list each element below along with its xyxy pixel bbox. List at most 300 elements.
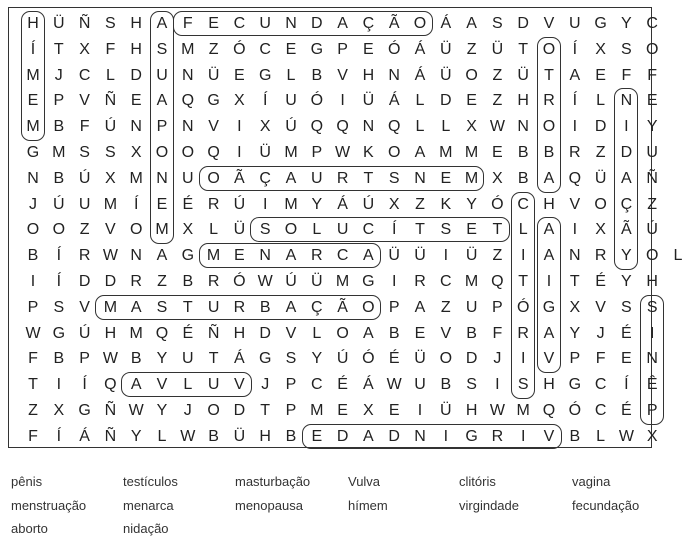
grid-letter[interactable]: M (26, 66, 40, 84)
grid-letter[interactable]: R (130, 273, 142, 290)
grid-letter[interactable]: I (624, 118, 629, 136)
grid-letter[interactable]: G (258, 350, 272, 368)
grid-letter[interactable]: Y (311, 350, 323, 368)
grid-letter[interactable]: A (130, 298, 142, 316)
grid-letter[interactable]: S (53, 298, 65, 316)
grid-letter[interactable]: O (439, 350, 453, 368)
grid-letter[interactable]: H (233, 324, 246, 342)
grid-letter[interactable]: W (489, 118, 505, 136)
grid-letter[interactable]: Ü (491, 40, 504, 58)
grid-letter[interactable]: B (130, 350, 142, 368)
grid-letter[interactable]: G (310, 40, 324, 58)
grid-letter[interactable]: G (542, 298, 556, 316)
grid-letter[interactable]: Ú (78, 169, 91, 187)
grid-letter[interactable]: D (130, 66, 142, 84)
grid-letter[interactable]: X (388, 195, 400, 213)
grid-letter[interactable]: L (415, 92, 425, 110)
grid-letter[interactable]: Ó (516, 298, 530, 316)
grid-letter[interactable]: Ç (311, 298, 323, 316)
grid-letter[interactable]: A (543, 247, 555, 265)
grid-letter[interactable]: V (234, 376, 245, 394)
grid-letter[interactable]: O (181, 144, 195, 161)
grid-letter[interactable]: S (492, 15, 503, 32)
grid-letter[interactable]: A (363, 247, 374, 265)
grid-letter[interactable]: Í (572, 40, 578, 58)
grid-letter[interactable]: V (285, 324, 297, 342)
grid-letter[interactable]: B (53, 118, 65, 136)
grid-letter[interactable]: M (52, 144, 66, 161)
grid-letter[interactable]: A (621, 169, 632, 187)
grid-letter[interactable]: C (362, 221, 375, 239)
grid-letter[interactable]: L (105, 66, 115, 84)
grid-letter[interactable]: U (414, 376, 426, 394)
grid-letter[interactable]: Ñ (104, 402, 117, 419)
grid-letter[interactable]: Ü (414, 247, 426, 265)
grid-letter[interactable]: F (621, 66, 632, 84)
grid-letter[interactable]: H (362, 66, 375, 84)
grid-letter[interactable]: I (572, 118, 578, 136)
grid-letter[interactable]: Z (79, 221, 90, 239)
grid-letter[interactable]: R (78, 247, 91, 265)
grid-letter[interactable]: D (517, 15, 529, 32)
grid-letter[interactable]: L (441, 118, 451, 136)
grid-letter[interactable]: A (156, 15, 168, 32)
grid-letter[interactable]: B (440, 376, 452, 394)
grid-letter[interactable]: I (520, 247, 526, 265)
grid-letter[interactable]: M (129, 169, 143, 187)
grid-letter[interactable]: Í (56, 273, 62, 290)
grid-letter[interactable]: X (595, 40, 606, 58)
grid-letter[interactable]: Y (646, 118, 658, 136)
grid-letter[interactable]: Ç (620, 195, 633, 213)
grid-letter[interactable]: N (259, 247, 271, 265)
grid-letter[interactable]: S (285, 350, 297, 368)
grid-letter[interactable]: Q (336, 118, 349, 136)
grid-letter[interactable]: E (595, 66, 606, 84)
grid-letter[interactable]: L (286, 66, 296, 84)
grid-letter[interactable]: T (260, 402, 271, 419)
grid-letter[interactable]: Z (647, 195, 658, 213)
grid-letter[interactable]: É (337, 376, 348, 394)
grid-letter[interactable]: B (259, 298, 271, 316)
grid-letter[interactable]: Y (466, 195, 477, 213)
grid-letter[interactable]: Ú (285, 273, 297, 290)
grid-letter[interactable]: Ü (233, 221, 246, 239)
grid-letter[interactable]: X (53, 402, 65, 419)
grid-letter[interactable]: I (443, 427, 449, 445)
grid-letter[interactable]: S (388, 169, 400, 187)
grid-letter[interactable]: X (259, 118, 271, 136)
grid-letter[interactable]: Í (30, 40, 36, 58)
grid-letter[interactable]: M (516, 402, 530, 419)
grid-letter[interactable]: Ü (311, 273, 323, 290)
grid-letter[interactable]: M (464, 273, 479, 290)
grid-letter[interactable]: Í (56, 427, 62, 445)
grid-letter[interactable]: B (543, 144, 555, 161)
grid-letter[interactable]: Á (337, 195, 348, 213)
grid-letter[interactable]: S (105, 15, 116, 32)
grid-letter[interactable]: A (543, 324, 555, 342)
grid-letter[interactable]: O (542, 118, 556, 136)
grid-letter[interactable]: C (594, 376, 607, 394)
grid-letter[interactable]: O (594, 195, 607, 213)
grid-letter[interactable]: C (646, 15, 658, 32)
grid-letter[interactable]: R (336, 169, 349, 187)
grid-letter[interactable]: Á (388, 92, 400, 110)
grid-letter[interactable]: M (155, 221, 169, 239)
grid-letter[interactable]: A (130, 376, 142, 394)
grid-letter[interactable]: D (465, 350, 478, 368)
grid-letter[interactable]: Ü (388, 247, 400, 265)
grid-letter[interactable]: U (156, 66, 168, 84)
grid-letter[interactable]: É (621, 402, 632, 419)
grid-letter[interactable]: Z (415, 195, 425, 213)
grid-letter[interactable]: N (156, 169, 168, 187)
grid-letter[interactable]: M (310, 402, 324, 419)
grid-letter[interactable]: Í (133, 195, 139, 213)
grid-letter[interactable]: T (415, 221, 425, 239)
grid-letter[interactable]: Á (414, 40, 426, 58)
grid-letter[interactable]: V (543, 15, 555, 32)
grid-letter[interactable]: R (491, 427, 504, 445)
grid-letter[interactable]: G (258, 66, 272, 84)
grid-letter[interactable]: A (543, 169, 555, 187)
grid-letter[interactable]: N (130, 247, 142, 265)
grid-letter[interactable]: U (259, 15, 271, 32)
grid-letter[interactable]: O (413, 15, 427, 32)
grid-letter[interactable]: O (387, 144, 401, 161)
grid-letter[interactable]: Ú (285, 118, 297, 136)
grid-letter[interactable]: J (596, 324, 605, 342)
grid-letter[interactable]: X (569, 298, 581, 316)
grid-letter[interactable]: F (28, 350, 38, 368)
grid-letter[interactable]: D (104, 273, 117, 290)
grid-letter[interactable]: S (621, 298, 632, 316)
grid-letter[interactable]: L (673, 247, 683, 265)
grid-letter[interactable]: Z (492, 66, 503, 84)
grid-letter[interactable]: T (544, 66, 554, 84)
grid-letter[interactable]: N (646, 350, 658, 368)
grid-letter[interactable]: Á (363, 376, 374, 394)
grid-letter[interactable]: N (362, 118, 375, 136)
grid-letter[interactable]: A (466, 15, 477, 32)
grid-letter[interactable]: O (207, 402, 220, 419)
grid-letter[interactable]: W (128, 402, 144, 419)
grid-letter[interactable]: M (464, 144, 479, 161)
grid-letter[interactable]: O (26, 221, 40, 239)
grid-letter[interactable]: X (363, 402, 374, 419)
grid-letter[interactable]: Á (234, 350, 245, 368)
grid-letter[interactable]: T (492, 221, 503, 239)
grid-letter[interactable]: Ú (53, 195, 65, 213)
grid-letter[interactable]: L (312, 324, 322, 342)
grid-letter[interactable]: Ã (621, 221, 632, 239)
grid-letter[interactable]: Ç (259, 169, 271, 187)
grid-letter[interactable]: W (489, 402, 505, 419)
grid-letter[interactable]: E (363, 40, 374, 58)
grid-letter[interactable]: I (520, 427, 526, 445)
grid-letter[interactable]: Ñ (78, 15, 91, 32)
grid-letter[interactable]: Ü (465, 247, 478, 265)
grid-letter[interactable]: P (388, 298, 400, 316)
grid-letter[interactable]: L (312, 221, 322, 239)
grid-letter[interactable]: F (647, 66, 658, 84)
grid-letter[interactable]: K (440, 195, 452, 213)
grid-letter[interactable]: V (105, 221, 116, 239)
grid-letter[interactable]: U (207, 298, 220, 316)
grid-letter[interactable]: E (440, 169, 452, 187)
grid-letter[interactable]: S (646, 298, 658, 316)
grid-letter[interactable]: V (440, 324, 452, 342)
grid-letter[interactable]: G (465, 427, 478, 445)
grid-letter[interactable]: N (569, 247, 581, 265)
grid-letter[interactable]: V (337, 66, 348, 84)
grid-letter[interactable]: Ó (491, 195, 504, 213)
grid-letter[interactable]: E (156, 195, 168, 213)
grid-letter[interactable]: V (543, 350, 555, 368)
grid-letter[interactable]: U (207, 376, 220, 394)
grid-letter[interactable]: E (414, 324, 426, 342)
grid-letter[interactable]: I (495, 376, 500, 394)
grid-letter[interactable]: G (78, 402, 91, 419)
grid-letter[interactable]: B (517, 169, 529, 187)
grid-letter[interactable]: Ü (414, 350, 426, 368)
grid-letter[interactable]: E (388, 402, 400, 419)
grid-letter[interactable]: T (363, 169, 374, 187)
grid-letter[interactable]: I (391, 273, 397, 290)
grid-letter[interactable]: E (466, 221, 477, 239)
grid-letter[interactable]: H (27, 15, 39, 32)
grid-letter[interactable]: Ú (78, 324, 91, 342)
grid-letter[interactable]: Í (391, 221, 397, 239)
grid-letter[interactable]: Y (621, 247, 632, 265)
grid-letter[interactable]: P (285, 402, 297, 419)
grid-letter[interactable]: E (234, 66, 245, 84)
grid-letter[interactable]: Y (311, 195, 323, 213)
grid-letter[interactable]: O (52, 221, 66, 239)
grid-letter[interactable]: P (53, 92, 65, 110)
grid-letter[interactable]: Ó (568, 402, 582, 419)
grid-letter[interactable]: B (27, 247, 39, 265)
grid-letter[interactable]: H (517, 92, 529, 110)
grid-letter[interactable]: X (79, 40, 90, 58)
grid-letter[interactable]: H (646, 273, 658, 290)
grid-letter[interactable]: A (363, 324, 374, 342)
grid-letter[interactable]: C (594, 402, 607, 419)
grid-letter[interactable]: Ü (440, 66, 452, 84)
grid-letter[interactable]: T (182, 298, 193, 316)
grid-letter[interactable]: E (646, 92, 658, 110)
grid-letter[interactable]: H (259, 427, 271, 445)
grid-letter[interactable]: Ó (233, 273, 246, 290)
grid-letter[interactable]: P (569, 350, 581, 368)
grid-letter[interactable]: A (285, 298, 297, 316)
grid-letter[interactable]: F (182, 15, 193, 32)
grid-letter[interactable]: C (440, 273, 452, 290)
grid-letter[interactable]: Y (130, 427, 142, 445)
grid-letter[interactable]: L (157, 427, 167, 445)
grid-letter[interactable]: M (284, 144, 298, 161)
grid-letter[interactable]: I (56, 376, 62, 394)
grid-letter[interactable]: V (569, 195, 581, 213)
grid-letter[interactable]: R (569, 144, 581, 161)
grid-letter[interactable]: I (262, 195, 268, 213)
grid-letter[interactable]: D (594, 118, 607, 136)
grid-letter[interactable]: H (104, 324, 117, 342)
grid-letter[interactable]: R (517, 324, 529, 342)
grid-letter[interactable]: M (206, 247, 221, 265)
grid-letter[interactable]: T (53, 40, 64, 58)
grid-letter[interactable]: Q (104, 376, 117, 394)
grid-letter[interactable]: L (596, 92, 606, 110)
grid-letter[interactable]: Q (207, 144, 220, 161)
grid-letter[interactable]: W (618, 427, 634, 445)
grid-letter[interactable]: Ã (388, 15, 400, 32)
grid-letter[interactable]: J (183, 402, 192, 419)
grid-letter[interactable]: P (79, 350, 90, 368)
grid-letter[interactable]: G (207, 92, 220, 110)
grid-letter[interactable]: X (182, 221, 194, 239)
grid-letter[interactable]: J (54, 66, 63, 84)
grid-letter[interactable]: Z (440, 298, 451, 316)
grid-letter[interactable]: R (543, 92, 555, 110)
grid-letter[interactable]: F (79, 118, 90, 136)
grid-letter[interactable]: U (465, 298, 478, 316)
grid-letter[interactable]: E (466, 92, 477, 110)
grid-letter[interactable]: S (517, 376, 529, 394)
grid-letter[interactable]: I (340, 92, 345, 110)
grid-letter[interactable]: O (542, 40, 556, 58)
grid-letter[interactable]: C (336, 247, 349, 265)
grid-letter[interactable]: C (259, 40, 271, 58)
grid-letter[interactable]: R (414, 273, 426, 290)
grid-letter[interactable]: F (28, 427, 38, 445)
grid-letter[interactable]: A (414, 298, 426, 316)
grid-letter[interactable]: H (130, 40, 142, 58)
grid-letter[interactable]: K (363, 144, 374, 161)
grid-letter[interactable]: L (596, 427, 606, 445)
grid-letter[interactable]: R (207, 273, 220, 290)
grid-letter[interactable]: A (414, 144, 426, 161)
grid-letter[interactable]: Í (624, 376, 629, 394)
grid-letter[interactable]: S (440, 221, 452, 239)
grid-letter[interactable]: Q (568, 169, 582, 187)
grid-letter[interactable]: S (79, 144, 90, 161)
grid-letter[interactable]: P (311, 144, 323, 161)
grid-letter[interactable]: O (284, 221, 298, 239)
grid-letter[interactable]: J (261, 376, 270, 394)
grid-letter[interactable]: O (129, 221, 143, 239)
grid-letter[interactable]: O (155, 144, 169, 161)
grid-letter[interactable]: Q (542, 402, 556, 419)
grid-letter[interactable]: Ú (646, 221, 658, 239)
grid-letter[interactable]: T (569, 273, 580, 290)
grid-letter[interactable]: O (362, 298, 375, 316)
grid-letter[interactable]: Ã (337, 298, 348, 316)
grid-letter[interactable]: S (156, 40, 168, 58)
grid-letter[interactable]: Q (310, 118, 324, 136)
grid-letter[interactable]: Ó (310, 92, 324, 110)
grid-letter[interactable]: Í (82, 376, 87, 394)
grid-letter[interactable]: U (182, 169, 194, 187)
grid-letter[interactable]: S (156, 298, 168, 316)
grid-letter[interactable]: E (621, 350, 632, 368)
grid-letter[interactable]: J (493, 350, 502, 368)
grid-letter[interactable]: E (492, 144, 503, 161)
grid-letter[interactable]: C (78, 66, 91, 84)
grid-letter[interactable]: N (388, 66, 400, 84)
grid-letter[interactable]: D (336, 427, 349, 445)
grid-letter[interactable]: A (337, 15, 348, 32)
grid-letter[interactable]: E (337, 402, 348, 419)
grid-letter[interactable]: S (621, 40, 632, 58)
grid-letter[interactable]: Ú (104, 118, 117, 136)
grid-letter[interactable]: Ê (646, 376, 658, 394)
grid-letter[interactable]: Ó (362, 350, 375, 368)
grid-letter[interactable]: Q (155, 324, 169, 342)
grid-letter[interactable]: N (517, 118, 529, 136)
grid-letter[interactable]: Á (414, 66, 426, 84)
grid-letter[interactable]: F (595, 350, 606, 368)
grid-letter[interactable]: N (182, 66, 194, 84)
grid-letter[interactable]: I (649, 324, 655, 342)
grid-letter[interactable]: G (181, 247, 195, 265)
grid-letter[interactable]: N (285, 15, 297, 32)
grid-letter[interactable]: Á (440, 15, 452, 32)
grid-letter[interactable]: N (27, 169, 39, 187)
grid-letter[interactable]: Ü (362, 92, 375, 110)
grid-letter[interactable]: E (285, 40, 297, 58)
grid-letter[interactable]: B (182, 273, 194, 290)
grid-letter[interactable]: B (285, 427, 297, 445)
grid-letter[interactable]: P (337, 40, 348, 58)
grid-letter[interactable]: I (417, 402, 423, 419)
grid-letter[interactable]: N (414, 427, 426, 445)
grid-letter[interactable]: Ñ (104, 427, 117, 445)
grid-letter[interactable]: T (518, 40, 529, 58)
grid-letter[interactable]: Y (569, 324, 581, 342)
grid-letter[interactable]: Í (56, 247, 62, 265)
grid-letter[interactable]: L (518, 221, 528, 239)
grid-letter[interactable]: A (363, 427, 374, 445)
grid-letter[interactable]: D (259, 324, 271, 342)
grid-letter[interactable]: X (130, 144, 142, 161)
grid-letter[interactable]: M (284, 195, 298, 213)
grid-letter[interactable]: S (259, 221, 271, 239)
grid-letter[interactable]: É (182, 195, 194, 213)
grid-letter[interactable]: Ú (362, 195, 375, 213)
grid-letter[interactable]: O (465, 66, 478, 84)
grid-letter[interactable]: Ó (233, 40, 246, 58)
grid-letter[interactable]: I (30, 273, 36, 290)
grid-letter[interactable]: S (466, 376, 477, 394)
grid-letter[interactable]: Ü (594, 169, 607, 187)
grid-letter[interactable]: M (439, 144, 453, 161)
grid-letter[interactable]: I (546, 273, 552, 290)
grid-letter[interactable]: Z (28, 402, 38, 419)
grid-letter[interactable]: Ú (233, 195, 246, 213)
grid-letter[interactable]: Y (156, 402, 168, 419)
grid-letter[interactable]: B (208, 427, 219, 445)
grid-letter[interactable]: D (311, 15, 323, 32)
grid-letter[interactable]: É (621, 324, 632, 342)
grid-letter[interactable]: U (646, 144, 658, 161)
grid-letter[interactable]: E (130, 92, 142, 110)
grid-letter[interactable]: P (27, 298, 39, 316)
grid-letter[interactable]: Ó (387, 40, 401, 58)
grid-letter[interactable]: Ü (440, 40, 452, 58)
grid-letter[interactable]: U (336, 221, 349, 239)
